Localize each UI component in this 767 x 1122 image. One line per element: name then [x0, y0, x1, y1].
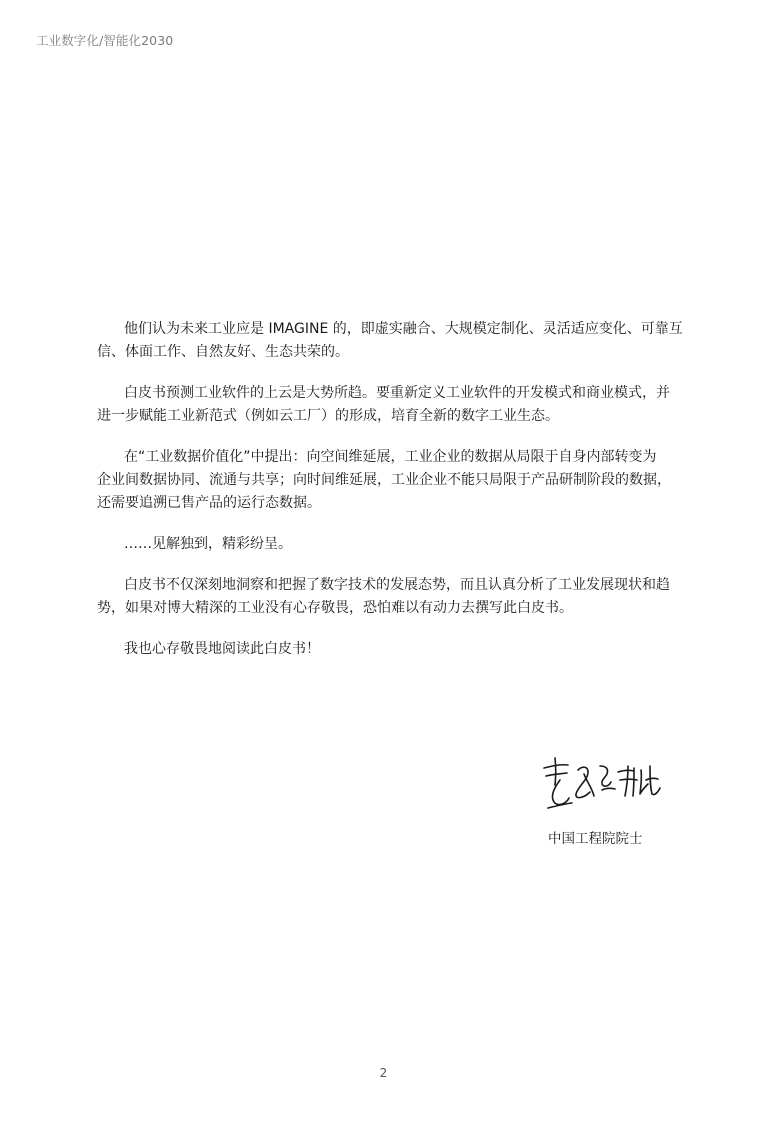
paragraph-6: [97, 638, 657, 661]
paragraph-3: [97, 446, 671, 515]
paragraph-5: [97, 574, 670, 620]
paragraph-line: 还需要追溯已售产品的运行态数据。: [97, 495, 321, 511]
paragraph-line: ……见解独到，精彩纷呈。: [124, 536, 292, 552]
paragraph-line: 在“工业数据价值化”中提出：向空间维延展，工业企业的数据从局限于自身内部转变为: [124, 449, 657, 465]
paragraph-4: [97, 533, 657, 556]
paragraph-line: 他们认为未来工业应是 IMAGINE 的，即虚实融合、大规模定制化、灵活适应变化、可靠互: [124, 321, 683, 337]
paragraph-line: 我也心存敬畏地阅读此白皮书！: [124, 641, 320, 657]
body-text: [97, 318, 683, 679]
paragraph-line: 势，如果对博大精深的工业没有心存敬畏，恐怕难以有动力去撰写此白皮书。: [97, 600, 573, 616]
paragraph-line: 白皮书不仅深刻地洞察和把握了数字技术的发展态势，而且认真分析了工业发展现状和趋: [124, 577, 670, 593]
paragraph-line: 信、体面工作、自然友好、生态共荣的。: [97, 344, 349, 360]
running-header: 工业数字化/智能化2030: [36, 33, 174, 48]
paragraph-line: 白皮书预测工业软件的上云是大势所趋。要重新定义工业软件的开发模式和商业模式，并: [124, 385, 670, 401]
handwritten-signature: [538, 752, 664, 814]
page-number: 2: [379, 1066, 388, 1080]
paragraph-2: [97, 382, 670, 428]
signer-title: 中国工程院院士: [548, 831, 643, 847]
paragraph-line: 企业间数据协同、流通与共享；向时间维延展，工业企业不能只局限于产品研制阶段的数据，: [97, 472, 671, 488]
paragraph-line: 进一步赋能工业新范式（例如云工厂）的形成，培育全新的数字工业生态。: [97, 408, 559, 424]
paragraph-1: [97, 318, 683, 364]
